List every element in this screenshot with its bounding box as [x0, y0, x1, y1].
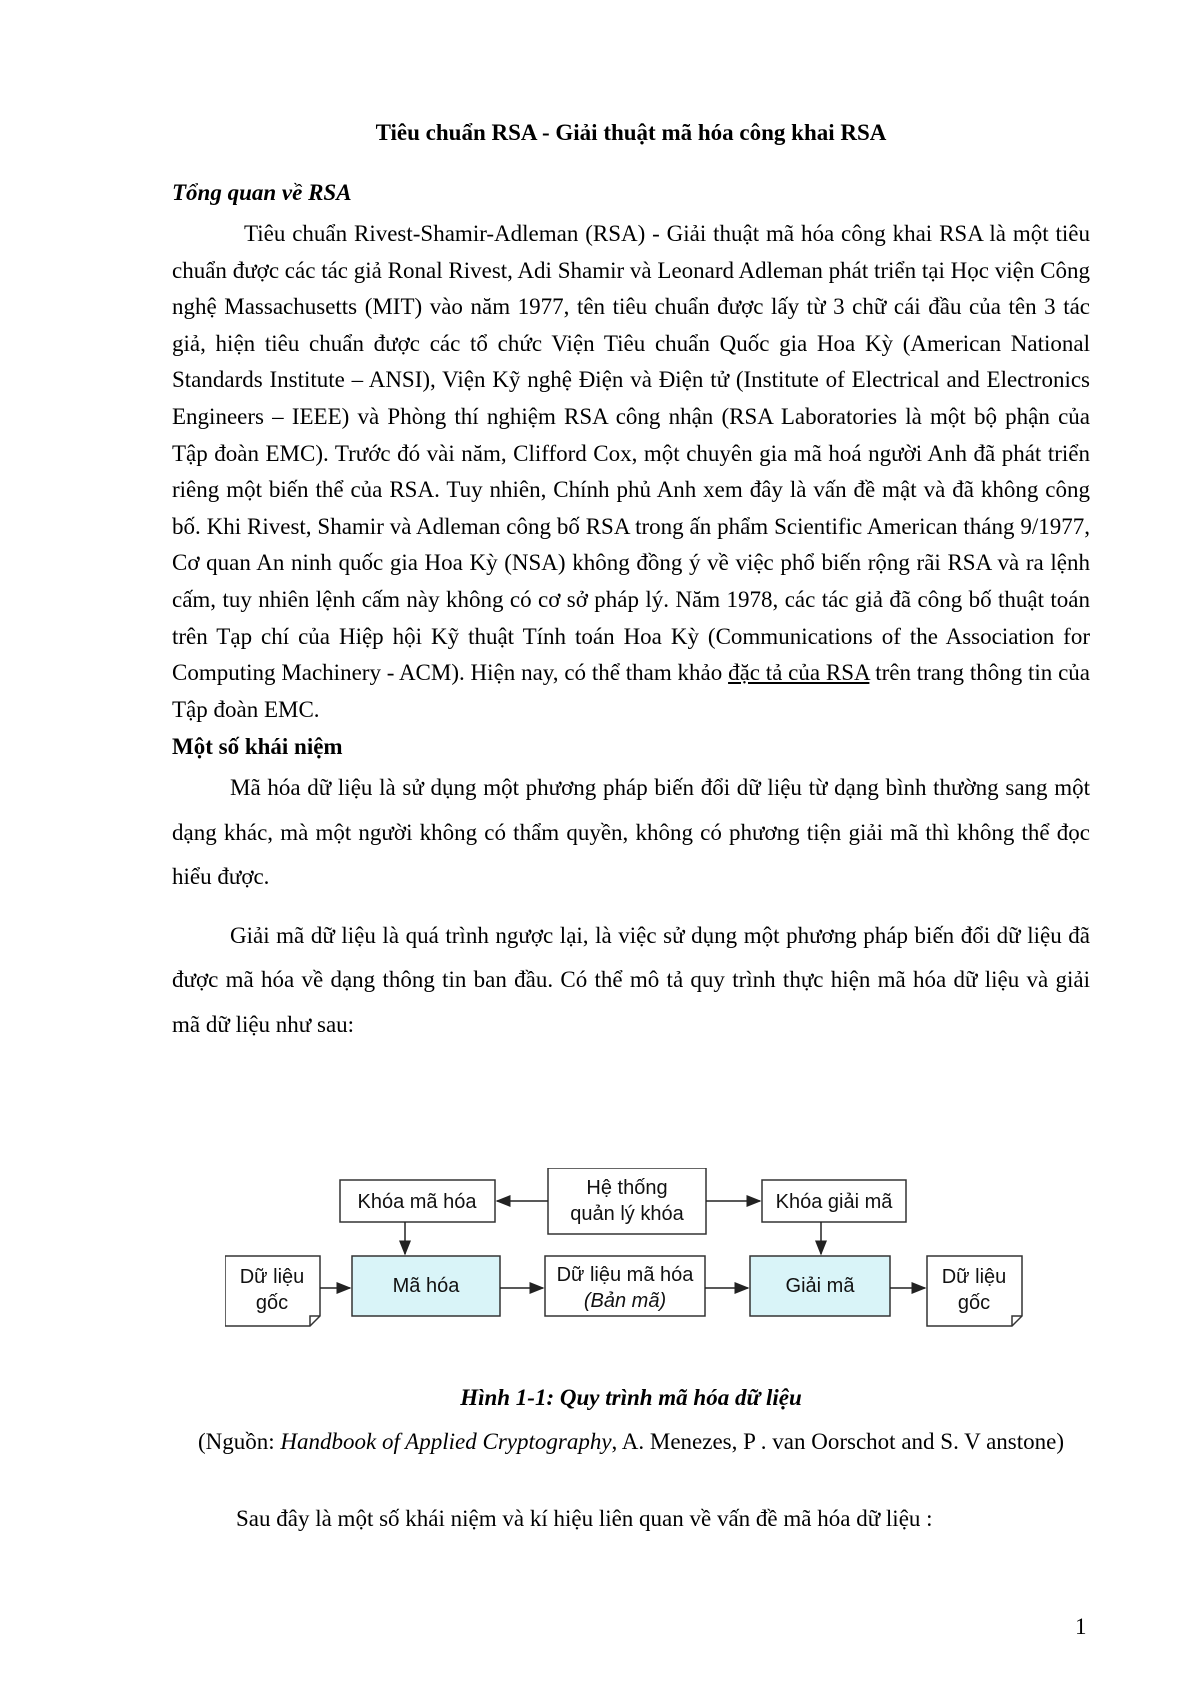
encryption-key-label: Khóa mã hóa	[357, 1191, 477, 1213]
ciphertext-box	[545, 1256, 705, 1316]
source-book-title: Handbook of Applied Cryptography	[280, 1429, 612, 1454]
plaintext-output-document	[927, 1256, 1022, 1326]
encryption-key-box	[340, 1180, 495, 1222]
source-prefix: (Nguồn:	[197, 1429, 281, 1454]
encrypt-box	[352, 1256, 500, 1316]
figure-source	[172, 1424, 1090, 1460]
key-management-label-1: Hệ thống	[586, 1177, 668, 1199]
decrypt-box	[750, 1256, 890, 1316]
figure-caption: Hình 1-1: Quy trình mã hóa dữ liệu	[460, 1385, 802, 1410]
encrypt-label: Mã hóa	[392, 1275, 460, 1297]
page-number: 1	[1075, 1614, 1087, 1639]
ciphertext-label-1: Dữ liệu mã hóa	[556, 1264, 694, 1286]
encryption-process-diagram	[225, 1168, 1065, 1338]
decryption-key-box	[762, 1180, 906, 1222]
decryption-key-label: Khóa giải mã	[775, 1191, 893, 1213]
decryption-paragraph: Giải mã dữ liệu là quá trình ngược lại, là việc sử dụng một phương pháp biến đổi dữ liệu đã được mã hóa về dạng thông tin ban đầu. Có thể mô tả quy trình thực hiện mã hóa dữ liệu và giải mã dữ liệu như sau:	[172, 922, 1090, 1037]
section-heading-concepts: Một số khái niệm	[172, 734, 343, 760]
closing-line: Sau đây là một số khái niệm và kí hiệu liên quan về vấn đề mã hóa dữ liệu :	[236, 1506, 933, 1531]
document-body	[172, 118, 1090, 1061]
overview-paragraph	[172, 216, 1090, 728]
plaintext-input-label-1: Dữ liệu	[239, 1266, 305, 1288]
decrypt-label: Giải mã	[785, 1275, 855, 1297]
source-authors: , A. Menezes, P . van Oorschot and S. V anstone)	[611, 1429, 1065, 1454]
overview-text-end: trên trang thông tin của Tập đoàn EMC.	[172, 660, 1091, 722]
encryption-paragraph: Mã hóa dữ liệu là sử dụng một phương pháp biến đổi dữ liệu từ dạng bình thường sang một dạng khác, mà một người không có thẩm quyền, không có phương tiện giải mã thì không thể đọc hiểu được.	[172, 775, 1090, 890]
overview-text: Tiêu chuẩn Rivest-Shamir-Adleman (RSA) - Giải thuật mã hóa công khai RSA là một tiêu chuẩn được các tác giả Ronal Rivest, Adi Shamir và Leonard Adleman phát triển tại Học viện Công nghệ Massachusetts (MIT) vào năm 1977, tên tiêu chuẩn được lấy từ 3 chữ cái đầu của tên 3 tác giả, hiện tiêu chuẩn được các tổ chức Viện Tiêu chuẩn Quốc gia Hoa Kỳ (American National Standards Institute – ANSI), Viện Kỹ nghệ Điện và Điện tử (Institute of Electrical and Electronics Engineers – IEEE) và Phòng thí nghiệm RSA công nhận (RSA Laboratories là một bộ phận của Tập đoàn EMC). Trước đó vài năm, Clifford Cox, một chuyên gia mã hoá người Anh đã phát triển riêng một biến thể của RSA. Tuy nhiên, Chính phủ Anh xem đây là vấn đề mật và đã không công bố. Khi Rivest, Shamir và Adleman công bố RSA trong ấn phẩm Scientific American tháng 9/1977, Cơ quan An ninh quốc gia Hoa Kỳ (NSA) không đồng ý về việc phổ biến rộng rãi RSA và ra lệnh cấm, tuy nhiên lệnh cấm này không có cơ sở pháp lý. Năm 1978, các tác giả đã công bố thuật toán trên Tạp chí của Hiệp hội Kỹ thuật Tính toán Hoa Kỳ (Communications of the Association for Computing Machinery - ACM). Hiện nay, có thể tham khảo	[172, 221, 1090, 686]
plaintext-output-label-2: gốc	[957, 1292, 991, 1314]
plaintext-output-label-1: Dữ liệu	[941, 1266, 1007, 1288]
section-heading-overview: Tổng quan về RSA	[172, 180, 352, 205]
plaintext-input-label-2: gốc	[255, 1292, 289, 1314]
ciphertext-label-2: (Bản mã)	[583, 1290, 667, 1312]
document-title: Tiêu chuẩn RSA - Giải thuật mã hóa công khai RSA	[375, 120, 887, 145]
key-management-label-2: quản lý khóa	[570, 1203, 684, 1225]
rsa-spec-link[interactable]: đặc tả của RSA	[728, 660, 870, 686]
plaintext-input-document	[225, 1256, 320, 1326]
key-management-box	[548, 1168, 706, 1234]
